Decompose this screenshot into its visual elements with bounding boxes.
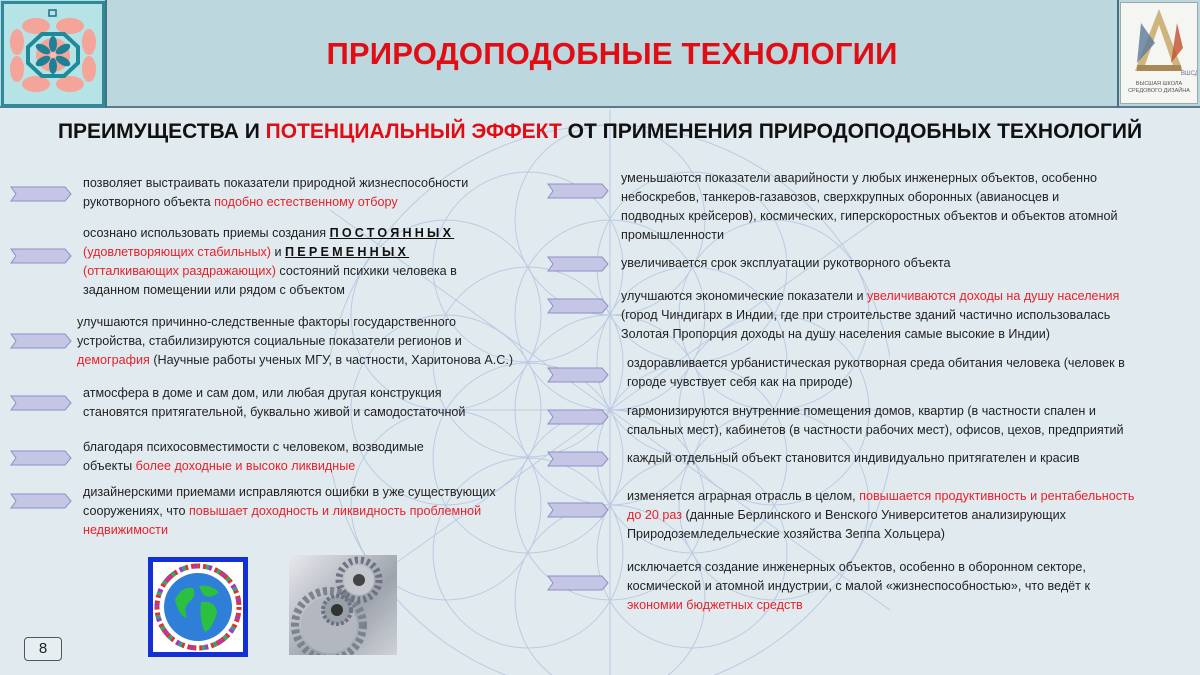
chevron-arrow-icon [10,395,72,411]
school-logo-caption: ВЫСШАЯ ШКОЛА СРЕДОВОГО ДИЗАЙНА [1128,81,1190,94]
chevron-arrow-icon [547,575,609,591]
header-divider [1117,0,1119,108]
chevron-arrow-icon [547,451,609,467]
chevron-arrow-icon [10,493,72,509]
page-number: 8 [24,637,62,661]
section-heading: ПРЕИМУЩЕСТВА И ПОТЕНЦИАЛЬНЫЙ ЭФФЕКТ ОТ ПРИМЕНЕНИЯ ПРИРОДОПОДОБНЫХ ТЕХНОЛОГИЙ [57,120,1143,143]
benefit-item-left-5: благодаря психосовместимости с человеком, возводимые объекты более доходные и высоко ликвидные [83,440,424,473]
globe-people-image [148,557,248,657]
benefit-item-right-3: улучшаются экономические показатели и увеличиваются доходы на душу населения (город Чиндигарх в Индии, где при строительстве зданий частично использовалась Золотая Пропорция доходы на душу населения самые высокие в Индии) [621,289,1120,341]
benefit-item-right-2: увеличивается срок эксплуатации рукотворного объекта [621,256,951,270]
chevron-arrow-icon [547,409,609,425]
benefit-item-right-1: уменьшаются показатели аварийности у любых инженерных объектов, особенно небоскребов, танкеров-газавозов, сверхкрупных оборонных (авианосцев и подводных крейсеров), космических, гиперскоростных объектов и объектов атомной промышленности [621,171,1118,242]
header-bar [0,0,1200,108]
school-logo [1120,2,1198,104]
benefit-item-left-4: атмосфера в доме и сам дом, или любая другая конструкция становятся притягательной, буквально живой и самодостаточной [83,386,466,419]
gears-image [289,555,397,655]
benefit-item-left-3: улучшаются причинно-следственные факторы государственного устройства, стабилизируются социальные показатели регионов и демография (Научные работы ученых МГУ, в частности, Харитонова А.С.) [77,315,514,367]
chevron-arrow-icon [547,367,609,383]
school-logo-icon [1121,3,1197,81]
globe-icon [153,562,243,652]
benefit-item-left-1: позволяет выстраивать показатели природной жизнеспособности рукотворного объекта подобно естественному отбору [83,176,469,209]
benefit-item-left-6: дизайнерскими приемами исправляются ошибки в уже существующих сооружениях, что повышает доходность и ликвидность проблемной недвижимости [83,485,496,537]
chevron-arrow-icon [10,333,72,349]
chevron-arrow-icon [547,298,609,314]
chevron-arrow-icon [10,248,72,264]
benefit-item-right-8: исключается создание инженерных объектов, особенно в оборонном секторе, космической и атомной индустрии, с малой «жизнеспособностью», что ведёт к экономии бюджетных средств [627,560,1090,612]
benefit-item-right-7: изменяется аграрная отрасль в целом, повышается продуктивность и рентабельность до 20 раз (данные Берлинского и Венского Университетов анализирующих Природоземледельческие хозяйства Зеппа Хольцера) [627,489,1135,541]
benefit-item-left-2: осознано использовать приемы создания ПОСТОЯННЫХ (удовлетворяющих стабильных) и ПЕРЕМЕННЫХ (отталкивающих раздражающих) состояний психики человека в заданном помещении или рядом с объектом [83,226,457,297]
svg-text:ВШСД: ВШСД [1181,71,1197,77]
page-title: ПРИРОДОПОДОБНЫЕ ТЕХНОЛОГИИ [326,36,898,71]
gears-icon [289,555,397,655]
benefit-item-right-5: гармонизируются внутренние помещения домов, квартир (в частности спален и спальных мест), кабинетов (в частности рабочих мест), офисов, цехов, предприятий [627,404,1124,437]
mandala-logo [1,1,105,107]
chevron-arrow-icon [547,502,609,518]
benefit-item-right-6: каждый отдельный объект становится индивидуально притягателен и красив [627,451,1080,465]
chevron-arrow-icon [10,186,72,202]
mandala-icon [4,4,102,104]
benefit-item-right-4: оздоравливается урбанистическая рукотворная среда обитания человека (человек в городе чувствует себя как на природе) [627,356,1125,389]
chevron-arrow-icon [547,183,609,199]
chevron-arrow-icon [547,256,609,272]
chevron-arrow-icon [10,450,72,466]
